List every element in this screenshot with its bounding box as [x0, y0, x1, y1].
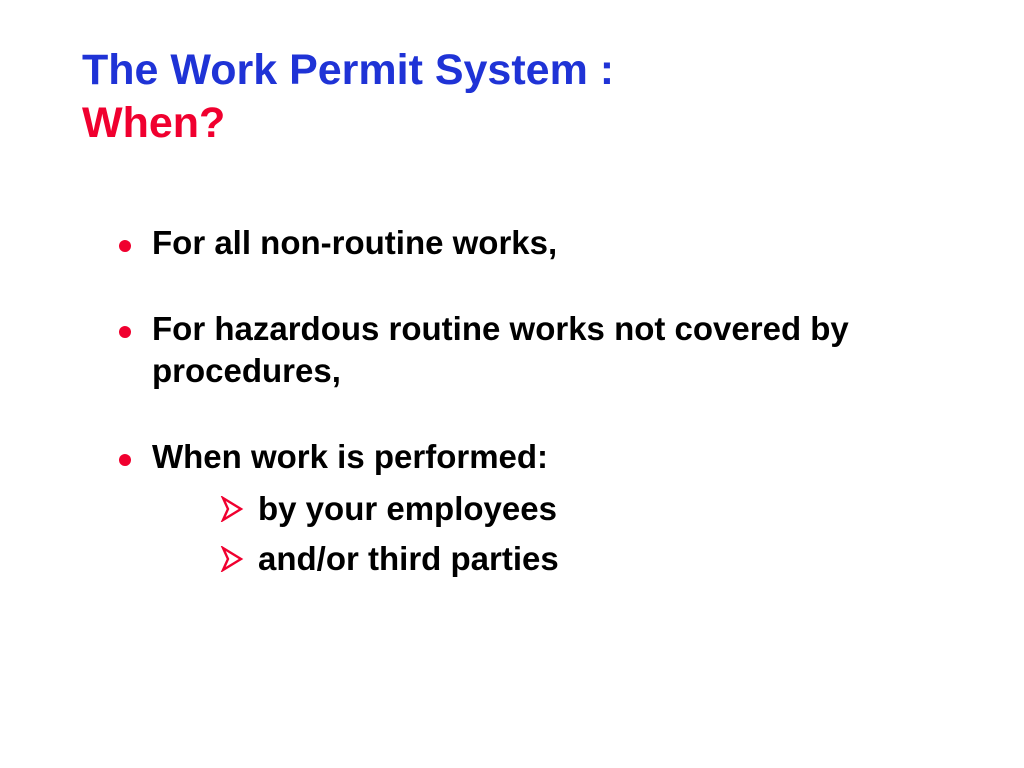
- sub-bullet-item: [152, 534, 993, 584]
- bullet-item: [113, 436, 993, 584]
- sub-bullet-item: [152, 484, 993, 534]
- bullet-item: [113, 308, 993, 392]
- arrowhead-bullet-icon: [220, 484, 248, 534]
- bullet-text: For hazardous routine works not covered by procedures,: [152, 310, 849, 389]
- bullet-text: For all non-routine works,: [152, 224, 558, 261]
- sub-bullet-text: by your employees: [258, 490, 557, 527]
- bullet-text: When work is performed:: [152, 438, 549, 475]
- arrowhead-bullet-icon: [220, 534, 248, 584]
- bullet-dot-icon: [119, 454, 131, 466]
- bullet-dot-icon: [119, 240, 131, 252]
- slide-title: [82, 44, 614, 150]
- bullet-item: [113, 222, 993, 264]
- bullet-list: [113, 222, 993, 584]
- title-main: The Work Permit System :: [82, 46, 615, 94]
- bullet-dot-icon: [119, 326, 131, 338]
- title-subtitle: When?: [82, 99, 226, 147]
- sub-bullet-list: [152, 484, 993, 584]
- sub-bullet-text: and/or third parties: [258, 540, 559, 577]
